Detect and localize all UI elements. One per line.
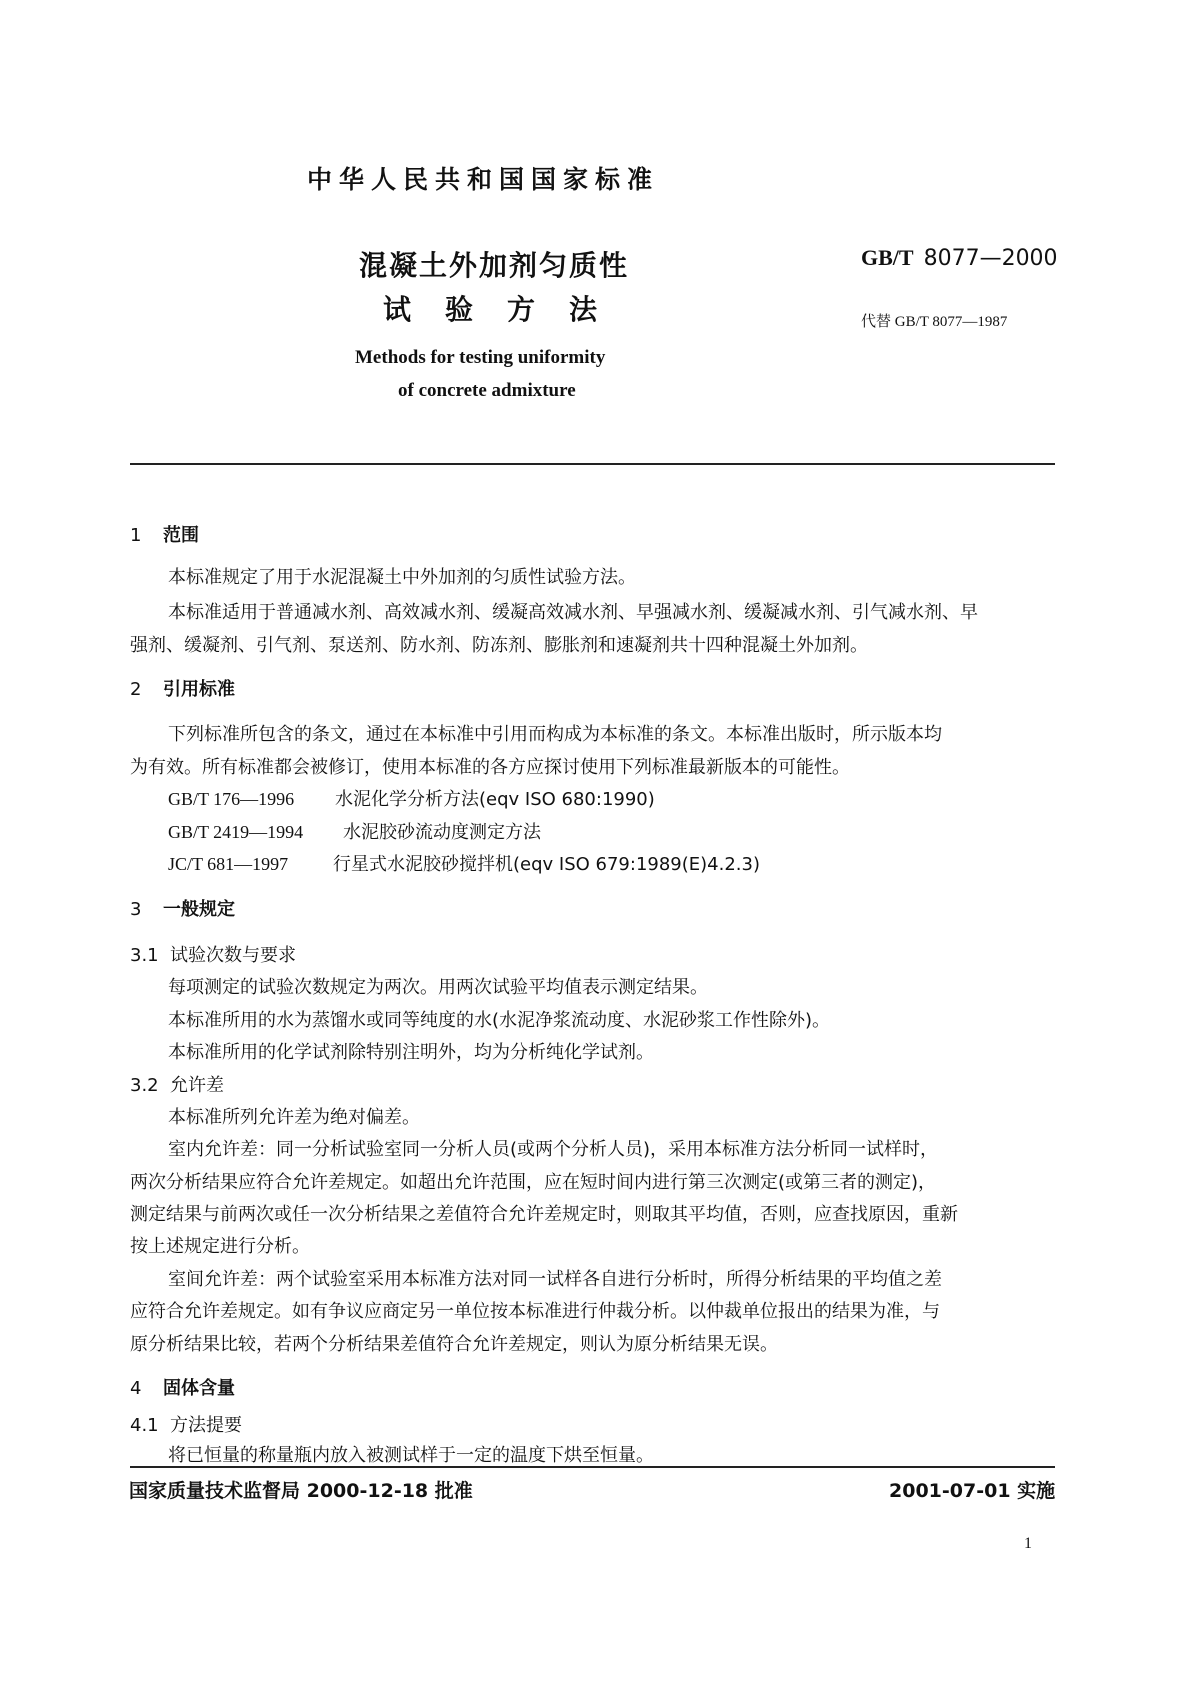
subsection-number: 4.1 <box>130 1415 159 1436</box>
header-divider <box>130 463 1055 465</box>
paragraph: 本标准适用于普通减水剂、高效减水剂、缓凝高效减水剂、早强减水剂、缓凝减水剂、引气减水剂、早 <box>168 602 978 623</box>
subsection-4-1-heading <box>130 1411 242 1437</box>
subsection-title: 允许差 <box>170 1075 224 1096</box>
approval-date: 国家质量技术监督局 2000-12-18 批准 <box>129 1480 473 1502</box>
section-number: 4 <box>130 1378 142 1399</box>
section-number: 3 <box>130 899 142 920</box>
section-title: 范围 <box>163 525 199 546</box>
paragraph: 本标准规定了用于水泥混凝土中外加剂的匀质性试验方法。 <box>168 567 636 588</box>
paragraph: 为有效。所有标准都会被修订，使用本标准的各方应探讨使用下列标准最新版本的可能性。 <box>130 757 850 778</box>
paragraph: 按上述规定进行分析。 <box>130 1236 310 1257</box>
reference-title: 水泥化学分析方法(eqv ISO 680:1990) <box>335 789 655 810</box>
subsection-3-1-heading <box>130 941 296 967</box>
section-1-heading <box>130 521 199 547</box>
standard-number <box>861 245 1058 271</box>
reference-item <box>168 818 541 844</box>
footer-divider <box>130 1466 1055 1468</box>
section-4-heading <box>130 1374 235 1400</box>
reference-code: JC/T 681—1997 <box>168 854 289 874</box>
reference-item <box>168 850 760 876</box>
title-en-line2: of concrete admixture <box>398 380 576 401</box>
title-en-line1: Methods for testing uniformity <box>355 347 606 368</box>
reference-item <box>168 785 655 811</box>
page-number: 1 <box>1024 1535 1032 1552</box>
subsection-3-2-heading <box>130 1071 224 1097</box>
section-number: 1 <box>130 525 142 546</box>
subsection-title: 方法提要 <box>170 1415 242 1436</box>
section-number: 2 <box>130 679 142 700</box>
reference-title: 行星式水泥胶砂搅拌机(eqv ISO 679:1989(E)4.2.3) <box>333 854 760 875</box>
paragraph: 将已恒量的称量瓶内放入被测试样于一定的温度下烘至恒量。 <box>168 1445 654 1466</box>
paragraph: 下列标准所包含的条文，通过在本标准中引用而构成为本标准的条文。本标准出版时，所示版本均 <box>168 724 942 745</box>
section-title: 固体含量 <box>163 1378 235 1399</box>
subsection-number: 3.1 <box>130 945 159 966</box>
paragraph: 本标准所列允许差为绝对偏差。 <box>168 1107 420 1128</box>
reference-code: GB/T 176—1996 <box>168 789 295 809</box>
implementation-date: 2001-07-01 实施 <box>889 1480 1056 1502</box>
paragraph: 原分析结果比较，若两个分析结果差值符合允许差规定，则认为原分析结果无误。 <box>130 1334 778 1355</box>
reference-code: GB/T 2419—1994 <box>168 822 304 842</box>
reference-title: 水泥胶砂流动度测定方法 <box>343 822 541 843</box>
paragraph: 室间允许差：两个试验室采用本标准方法对同一试样各自进行分析时，所得分析结果的平均值之差 <box>168 1269 942 1290</box>
national-standard-heading: 中华人民共和国国家标准 <box>307 165 660 194</box>
title-cn-line2: 试验方法 <box>383 293 632 326</box>
paragraph: 室内允许差：同一分析试验室同一分析人员(或两个分析人员)，采用本标准方法分析同一试样时， <box>168 1139 939 1160</box>
section-title: 引用标准 <box>163 679 235 700</box>
section-3-heading <box>130 895 235 921</box>
replaces-standard: 代替 GB/T 8077—1987 <box>861 314 1008 330</box>
title-cn-line1: 混凝土外加剂匀质性 <box>359 249 630 282</box>
paragraph: 本标准所用的化学试剂除特别注明外，均为分析纯化学试剂。 <box>168 1042 654 1063</box>
section-2-heading <box>130 675 235 701</box>
standard-number-value: 8077—2000 <box>923 246 1058 271</box>
paragraph: 两次分析结果应符合允许差规定。如超出允许范围，应在短时间内进行第三次测定(或第三者的测定)， <box>130 1172 937 1193</box>
standard-prefix: GB/T <box>861 245 914 270</box>
subsection-number: 3.2 <box>130 1075 159 1096</box>
paragraph: 应符合允许差规定。如有争议应商定另一单位按本标准进行仲裁分析。以仲裁单位报出的结果为准，与 <box>130 1301 940 1322</box>
paragraph: 每项测定的试验次数规定为两次。用两次试验平均值表示测定结果。 <box>168 977 708 998</box>
paragraph: 本标准所用的水为蒸馏水或同等纯度的水(水泥净浆流动度、水泥砂浆工作性除外)。 <box>168 1010 831 1031</box>
subsection-title: 试验次数与要求 <box>170 945 296 966</box>
paragraph: 测定结果与前两次或任一次分析结果之差值符合允许差规定时，则取其平均值，否则，应查找原因，重新 <box>130 1204 958 1225</box>
paragraph: 强剂、缓凝剂、引气剂、泵送剂、防水剂、防冻剂、膨胀剂和速凝剂共十四种混凝土外加剂。 <box>130 635 868 656</box>
section-title: 一般规定 <box>163 899 235 920</box>
